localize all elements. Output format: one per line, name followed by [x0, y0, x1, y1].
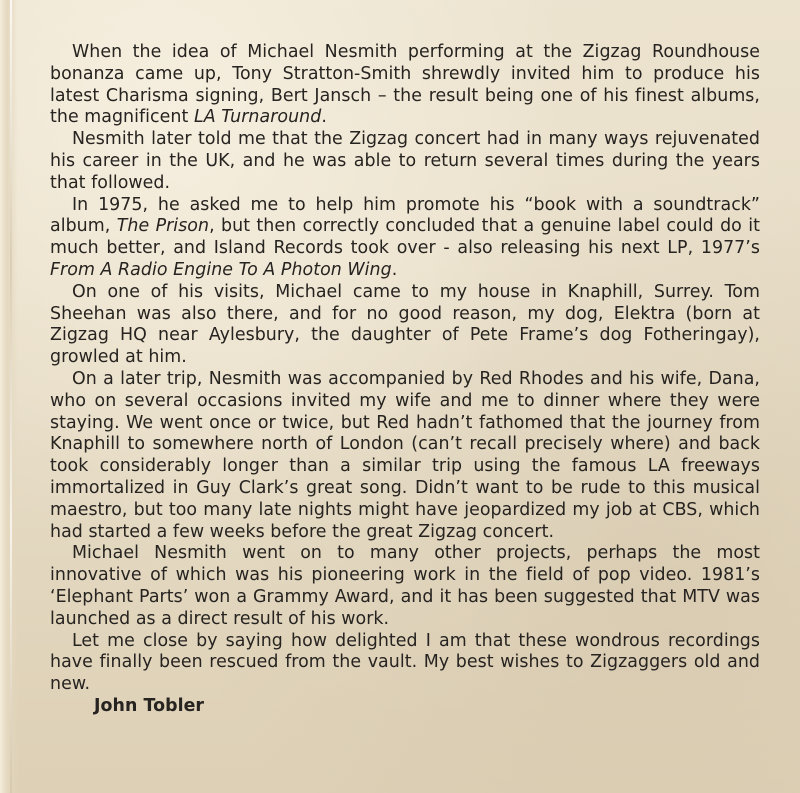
paragraph-5: [50, 369, 760, 543]
page-crease: [10, 0, 12, 793]
p3-album-title-1: The Prison: [116, 216, 210, 237]
paragraph-2: [50, 129, 760, 194]
p5-text-1: On a later trip, Nesmith was accompanied by Red Rhodes and his wife, Dana, who on several occasions invited my wife and me to dinner where they were staying. We went once or twice, but Red hadn’t fathomed that the journey from Knaphill to somewhere north of London (can’t recall precisely where) and back took considerably longer than a similar trip using the famous LA freeways immortalized in Guy Clark’s great song. Didn’t want to be rude to this musical maestro, but too many late nights might have jeopardized my job at CBS, which had started a few weeks before the great Zigzag concert.: [50, 368, 760, 542]
p1-text-2: .: [321, 107, 327, 128]
author-signature: John Tobler: [94, 695, 205, 716]
p6-text-1: Michael Nesmith went on to many other projects, perhaps the most innovative of which was his pioneering work in the field of pop video. 1981’s ‘Elephant Parts’ won a Grammy Award, and it has been suggested that MTV was launched as a direct result of his work.: [50, 543, 760, 629]
paragraph-6: [50, 543, 760, 630]
p3-text-1: In 1975, he asked me to help him promote his “book with a soundtrack” album,: [50, 194, 760, 237]
paragraph-3: [50, 195, 760, 282]
paragraph-4: [50, 282, 760, 369]
p3-album-title-2: From A Radio Engine To A Photon Wing: [50, 259, 392, 280]
article-body: [50, 42, 760, 718]
page-left-edge: [0, 0, 18, 793]
paragraph-1: [50, 42, 760, 129]
p2-text-1: Nesmith later told me that the Zigzag concert had in many ways rejuvenated his career in the UK, and he was able to return several times during the years that followed.: [50, 129, 760, 193]
p1-text-1: When the idea of Michael Nesmith performing at the Zigzag Roundhouse bonanza came up, Tony Stratton-Smith shrewdly invited him to produce his latest Charisma signing, Bert Jansch – the result being one of his finest albums, the magnificent: [50, 42, 760, 128]
p4-text-1: On one of his visits, Michael came to my house in Knaphill, Surrey. Tom Sheehan was also there, and for no good reason, my dog, Elektra (born at Zigzag HQ near Aylesbury, the daughter of Pete Frame’s dog Fotheringay), growled at him.: [50, 281, 760, 368]
p3-text-2: , but then correctly concluded that a genuine label could do it much better, and Island Records took over - also releasing his next LP, 1977’s: [50, 216, 760, 259]
p7-text-1: Let me close by saying how delighted I am that these wondrous recordings have finally been rescued from the vault. My best wishes to Zigzaggers old and new.: [50, 630, 760, 695]
p3-text-3: .: [391, 259, 398, 280]
p1-album-title: LA Turnaround: [193, 107, 322, 128]
paragraph-7: [50, 631, 760, 696]
